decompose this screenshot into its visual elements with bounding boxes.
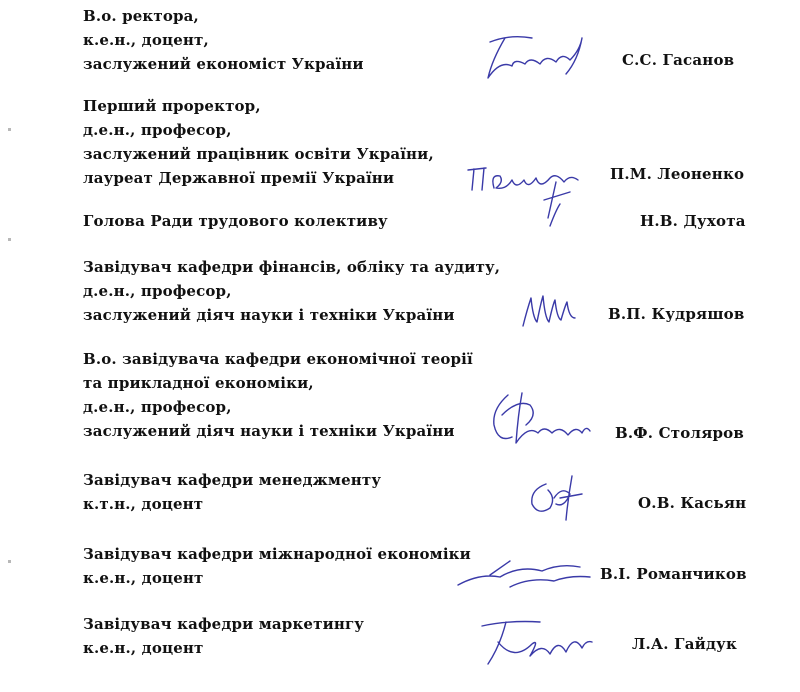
degree-line: к.т.н., доцент — [83, 495, 204, 513]
margin-speck — [8, 560, 11, 563]
signer-name: В.П. Кудряшов — [608, 305, 745, 323]
entry-2 — [83, 94, 434, 190]
signer-name: Л.А. Гайдук — [632, 635, 737, 653]
department-line: та прикладної економіки, — [83, 374, 314, 392]
degree-line: к.е.н., доцент — [83, 639, 204, 657]
signature-image — [515, 288, 585, 333]
entry-1 — [83, 4, 364, 76]
signature-image — [520, 468, 590, 528]
position-line: В.о. завідувача кафедри економічної теорії — [83, 350, 473, 368]
signer-name: В.Ф. Столяров — [615, 424, 744, 442]
degree-line: к.е.н., доцент, — [83, 31, 209, 49]
signature-image — [460, 160, 600, 235]
entry-8 — [83, 612, 364, 660]
entry-6 — [83, 468, 381, 516]
position-line: Завідувач кафедри маркетингу — [83, 615, 365, 633]
signature-image — [450, 555, 600, 595]
degree-line: к.е.н., доцент — [83, 569, 204, 587]
signer-name: С.С. Гасанов — [622, 51, 735, 69]
entry-5 — [83, 347, 473, 443]
position-line: Голова Ради трудового колективу — [83, 212, 388, 230]
signer-name: П.М. Леоненко — [610, 165, 745, 183]
margin-speck — [8, 238, 11, 241]
signature-image — [470, 612, 600, 674]
title-line: заслужений діяч науки і техніки України — [83, 422, 455, 440]
title-line: заслужений економіст України — [83, 55, 364, 73]
signer-name: В.І. Романчиков — [600, 565, 747, 583]
position-line: Завідувач кафедри фінансів, обліку та аудиту, — [83, 258, 501, 276]
entry-3 — [83, 209, 388, 233]
entry-4 — [83, 255, 500, 327]
position-line: Завідувач кафедри менеджменту — [83, 471, 382, 489]
degree-line: д.е.н., професор, — [83, 121, 232, 139]
entry-7 — [83, 542, 471, 590]
title-line: заслужений діяч науки і техніки України — [83, 306, 455, 324]
title-line: заслужений працівник освіти України, — [83, 145, 434, 163]
signature-image — [478, 385, 598, 455]
signer-name: Н.В. Духота — [640, 212, 746, 230]
position-line: Перший проректор, — [83, 97, 261, 115]
position-line: Завідувач кафедри міжнародної економіки — [83, 545, 471, 563]
degree-line: д.е.н., професор, — [83, 282, 232, 300]
signer-name: О.В. Касьян — [638, 494, 747, 512]
degree-line: д.е.н., професор, — [83, 398, 232, 416]
margin-speck — [8, 128, 11, 131]
signature-image — [470, 30, 600, 85]
award-line: лауреат Державної премії України — [83, 169, 395, 187]
position-line: В.о. ректора, — [83, 7, 199, 25]
